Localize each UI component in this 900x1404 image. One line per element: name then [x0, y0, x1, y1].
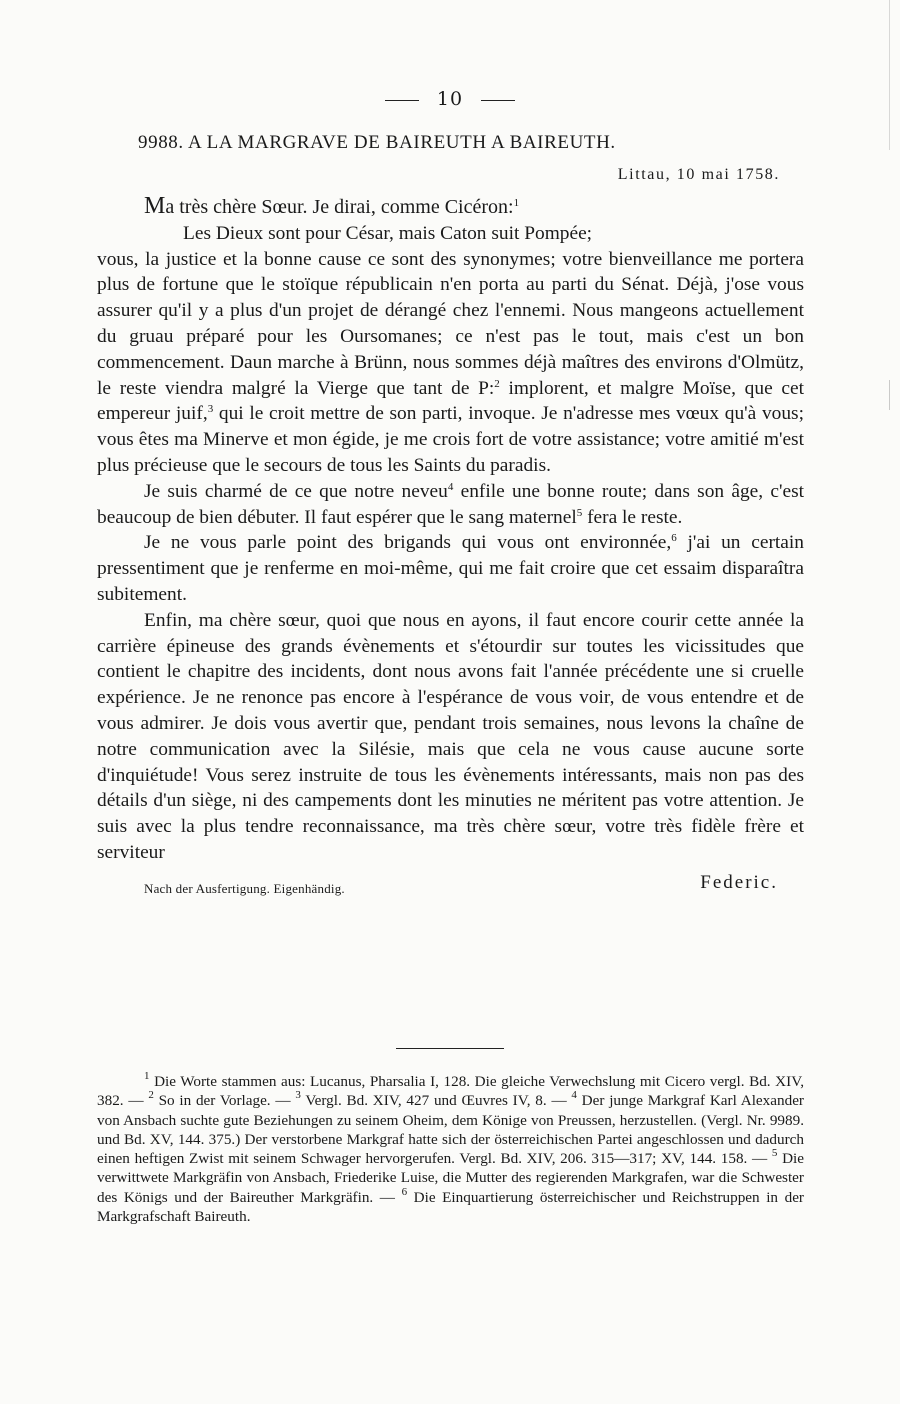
- paragraph-text: Je ne vous parle point des brigands qui vous ont environnée,: [144, 532, 672, 554]
- paragraph-1: [97, 247, 804, 479]
- page-number: 10: [436, 88, 464, 110]
- scan-edge-mark: [889, 380, 890, 410]
- footnote-4: Der junge Markgraf Karl Alexander von Ansbach suchte gute Beziehungen zu seinem Oheim, dem Könige von Preussen, herzustellen. (Vergl. Nr. 9989. und Bd. XV, 144. 375.) Der verstorbene Markgraf hatte sich der österreichischen Partei angeschlossen und dadurch einen heftigen Zwist mit seinem Schwager hervorgerufen. Vergl. Bd. XIV, 206. 315—317; XV, 144. 158. —: [97, 1092, 804, 1168]
- footnote-ref: 1: [513, 197, 520, 209]
- signature: Federic.: [700, 871, 778, 893]
- footnote-number: 1: [144, 1070, 150, 1082]
- footnote-6: Die Einquartierung österreichischer und Reichstruppen in der Markgrafschaft Baireuth.: [97, 1188, 804, 1226]
- footnote-ref: 2: [494, 377, 500, 390]
- scan-edge-mark: [889, 0, 890, 150]
- paragraph-text: implorent, et malgre Moïse, que cet empereur juif,: [97, 377, 804, 425]
- verse-quote: Les Dieux sont pour César, mais Caton suit Pompée;: [183, 222, 593, 244]
- footnote-number: 3: [295, 1089, 301, 1102]
- footnote-1: Die Worte stammen aus: Lucanus, Pharsalia I, 128. Die gleiche Verwechslung mit Cicero vergl. Bd. XIV, 382. —: [97, 1073, 804, 1110]
- paragraph-3: [97, 530, 804, 607]
- salutation: [144, 194, 804, 221]
- footnote-3: Vergl. Bd. XIV, 427 und Œuvres IV, 8. —: [300, 1092, 572, 1110]
- signature-row: [97, 870, 804, 900]
- footnote-rule: [396, 1048, 504, 1049]
- paragraph-text: Je suis charmé de ce que notre neveu: [144, 480, 448, 502]
- footnote-ref: 3: [207, 403, 214, 416]
- paragraph-4: Enfin, ma chère sœur, quoi que nous en ayons, il faut encore courir cette année la carrière épineuse des grands évènements et s'étourdir sur toutes les vicissitudes que contient le chapitre des incidents, dont nous avons fait l'année précédente une si cruelle expérience. Je ne renonce pas encore à l'espérance de vous voir, de vous entendre et de vous admirer. Je dois vous avertir que, pendant trois semaines, nous levons la chaîne de notre communication avec la Silésie, mais que cela ne vous cause aucune sorte d'inquiétude! Vous serez instruite de tous les évènements intéressants, mais non pas des détails d'un siège, ni des campements dont les minuties ne méritent pas votre attention. Je suis avec la plus tendre reconnaissance, ma très chère sœur, votre très fidèle frère et serviteur: [97, 609, 804, 863]
- letter-title: 9988. A LA MARGRAVE DE BAIREUTH A BAIREUTH.: [138, 132, 616, 153]
- footnotes: [97, 1072, 804, 1226]
- header-dash-left: [385, 100, 419, 101]
- paragraph-text: j'ai un certain pressentiment que je renferme en moi-même, qui me fait croire que cet essaim disparaîtra subitement.: [97, 532, 805, 605]
- letter-body: [97, 194, 804, 900]
- header-dash-right: [481, 100, 515, 101]
- letter-dateline: Littau, 10 mai 1758.: [617, 166, 780, 183]
- footnote-number: 4: [571, 1089, 577, 1102]
- footnote-number: 5: [771, 1147, 778, 1160]
- paragraph-text: enfile une bonne route; dans son âge, c'est beaucoup de bien débuter. Il faut espérer que le sang maternel: [97, 480, 804, 528]
- footnote-5: Die verwittwete Markgräfin von Ansbach, Friederike Luise, die Mutter des regierenden Markgrafen, war die Schwester des Königs und der Baireuther Markgräfin. —: [97, 1150, 804, 1206]
- paragraph-text: fera le reste.: [582, 506, 683, 528]
- paragraph-text: qui le croit mettre de son parti, invoque. Je n'adresse mes vœux qu'à vous; vous êtes ma Minerve et mon égide, je me crois fort de votre assistance; votre amitié m'est plus précieuse que le secours de tous les Saints du paradis.: [97, 403, 804, 476]
- footnote-ref: 4: [447, 480, 454, 493]
- salutation-text: a très chère Sœur. Je dirai, comme Cicéron:: [165, 196, 514, 218]
- source-note: Nach der Ausfertigung. Eigenhändig.: [144, 880, 345, 896]
- footnote-text: [97, 1072, 804, 1226]
- paragraph-2: [97, 479, 804, 531]
- footnote-number: 6: [401, 1185, 408, 1198]
- footnote-ref: 6: [671, 532, 677, 545]
- paragraph-text: vous, la justice et la bonne cause ce sont des synonymes; votre bienveillance me portera plus de fortune que le stoïque républicain n'en porta au parti du Sénat. Déjà, j'ose vous assurer qu'il y a plus d'un projet de dérangé chez l'ennemi. Nous mangeons actuellement du gruau préparé pour les Oursomanes; ce n'est pas le tout, mais c'est un bon commencement. Daun marche à Brünn, nous sommes déjà maîtres des environs d'Olmütz, le reste viendra malgré la Vierge que tant de P:: [97, 248, 804, 399]
- footnote-2: So in der Vorlage. —: [153, 1092, 296, 1110]
- page-header: [0, 88, 900, 110]
- salutation-initial: M: [144, 193, 166, 219]
- footnote-ref: 5: [576, 506, 583, 519]
- footnote-number: 2: [148, 1089, 154, 1102]
